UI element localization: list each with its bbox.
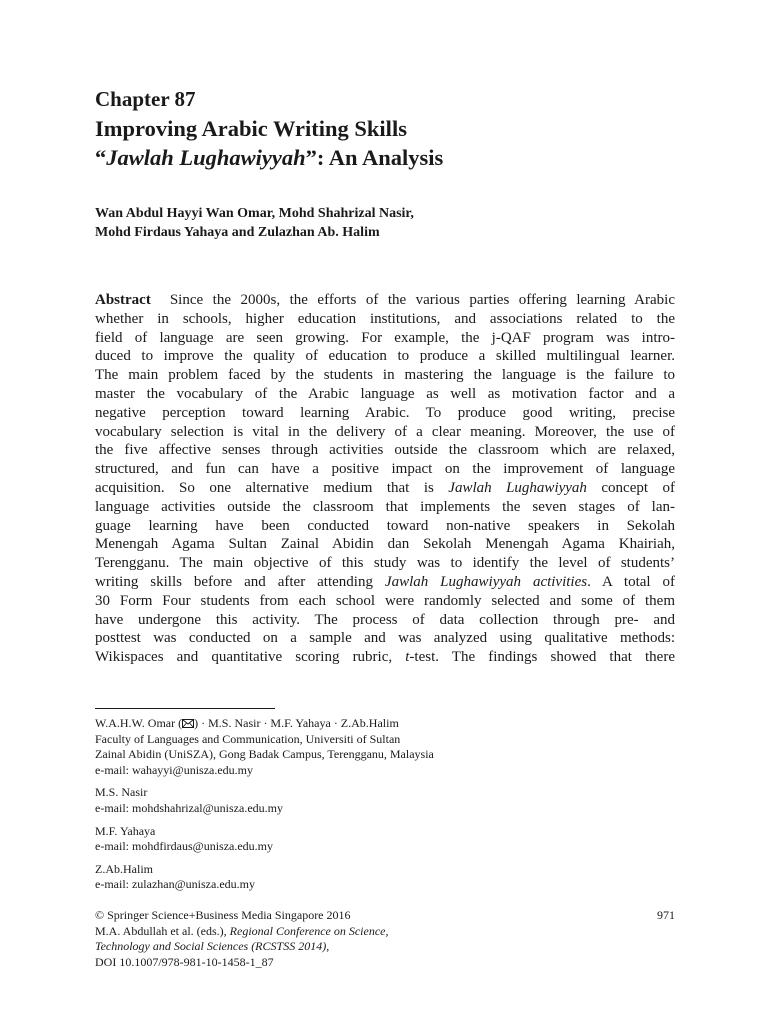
footnote-text: W.A.H.W. Omar ( [95, 716, 183, 730]
authors-line-1: Wan Abdul Hayyi Wan Omar, Mohd Shahrizal Nasir, [95, 206, 414, 221]
footnote-nasir [95, 785, 675, 816]
pub-text: , [326, 939, 330, 954]
abstract-line [95, 648, 675, 667]
page-number: 971 [657, 908, 675, 922]
title-italic-term: Jawlah Lughawiyyah [106, 145, 306, 170]
footnote-name: M.F. Yahaya [95, 823, 156, 838]
proceedings-line [95, 939, 675, 955]
title-line-2 [95, 143, 695, 172]
footnote-divider [95, 708, 275, 709]
publication-info [95, 908, 675, 970]
abstract-label: Abstract [95, 292, 151, 308]
abstract-italic-term: Jawlah Lughawiyyah [448, 479, 587, 496]
footnote-affiliation-line: Faculty of Languages and Communication, Universiti of Sultan [95, 731, 401, 746]
abstract-italic-term: Jawlah Lughawiyyah activities [384, 573, 588, 590]
footnote-author-names [95, 716, 675, 732]
title-open-quote: “ [95, 145, 107, 170]
pub-italic: Technology and Social Sciences (RCSTSS 2014) [95, 939, 327, 954]
abstract-text: -test. The findings showed that there [409, 649, 675, 666]
footnote-email[interactable]: e-mail: zulazhan@unisza.edu.my [95, 877, 255, 892]
abstract-line: vocabulary selection is vital in the delivery of a clear meaning. Moreover, the use of [95, 423, 675, 440]
chapter-label: Chapter 87 [95, 87, 196, 111]
abstract-text: concept of [586, 479, 676, 496]
authors-line-2: Mohd Firdaus Yahaya and Zulazhan Ab. Halim [95, 225, 380, 240]
copyright-line: © Springer Science+Business Media Singapore 2016 [95, 908, 351, 922]
abstract-line: posttest was conducted on a sample and was analyzed using qualitative methods: [95, 630, 675, 647]
footnote-email[interactable]: e-mail: wahayyi@unisza.edu.my [95, 762, 254, 777]
abstract-line: the five affective senses through activities outside the classroom which are relaxed, [95, 442, 675, 459]
footnote-name: Z.Ab.Halim [95, 861, 153, 876]
editors-line [95, 924, 675, 940]
footnote-name: M.S. Nasir [95, 785, 148, 800]
footnote-email[interactable]: e-mail: mohdshahrizal@unisza.edu.my [95, 800, 283, 815]
envelope-icon [182, 719, 194, 728]
author-footnotes [95, 716, 675, 900]
footnote-text: ) · M.S. Nasir · M.F. Yahaya · Z.Ab.Halim [194, 716, 399, 730]
author-list [95, 204, 695, 242]
abstract-line: whether in schools, higher education institutions, and associations related to the [95, 310, 675, 327]
abstract-text: Since the 2000s, the efforts of the various parties offering learning Arabic [169, 292, 675, 308]
abstract-line: have undergone this activity. The process of data collection through pre- and [95, 611, 675, 628]
abstract [95, 291, 675, 667]
footnote-halim [95, 862, 675, 893]
abstract-line: Terengganu. The main objective of this study was to identify the level of students’ [95, 555, 675, 572]
abstract-line [95, 573, 675, 592]
abstract-text: writing skills before and after attending [95, 573, 385, 590]
abstract-text: . A total of [587, 573, 675, 590]
abstract-line: 30 Form Four students from each school were randomly selected and some of them [95, 592, 675, 609]
chapter-title [95, 114, 695, 172]
footnote-email[interactable]: e-mail: mohdfirdaus@unisza.edu.my [95, 839, 274, 854]
abstract-line: duced to improve the quality of education to produce a skilled multilingual learner. [95, 348, 675, 365]
abstract-line: Menengah Agama Sultan Zainal Abidin dan Sekolah Menengah Agama Khairiah, [95, 536, 675, 553]
doi-line[interactable]: DOI 10.1007/978-981-10-1458-1_87 [95, 954, 274, 969]
abstract-line [95, 291, 675, 310]
abstract-line: structured, and fun can have a positive impact on the improvement of language [95, 461, 675, 478]
abstract-italic-term: t [405, 649, 410, 666]
abstract-text: Wikispaces and quantitative scoring rubric, [95, 649, 406, 666]
pub-text: M.A. Abdullah et al. (eds.), [95, 923, 230, 938]
title-close-text: ”: An Analysis [305, 145, 444, 170]
abstract-line: language activities outside the classroom that implements the seven stages of lan- [95, 498, 675, 515]
abstract-line [95, 479, 675, 498]
footnote-affiliation-line: Zainal Abidin (UniSZA), Gong Badak Campus, Terengganu, Malaysia [95, 747, 434, 762]
abstract-line: field of language are seen growing. For example, the j-QAF program was intro- [95, 329, 675, 346]
abstract-line: negative perception toward learning Arabic. To produce good writing, precise [95, 404, 675, 421]
abstract-text: acquisition. So one alternative medium that is [95, 479, 449, 496]
footnote-affiliation [95, 716, 675, 778]
pub-italic: Regional Conference on Science, [229, 923, 389, 938]
abstract-line: guage learning have been conducted toward non-native speakers in Sekolah [95, 517, 675, 534]
footnote-yahaya [95, 824, 675, 855]
abstract-line: The main problem faced by the students in mastering the language is the failure to [95, 367, 675, 384]
title-line-1: Improving Arabic Writing Skills [95, 116, 407, 141]
abstract-line: master the vocabulary of the Arabic language as well as motivation factor and a [95, 385, 675, 402]
